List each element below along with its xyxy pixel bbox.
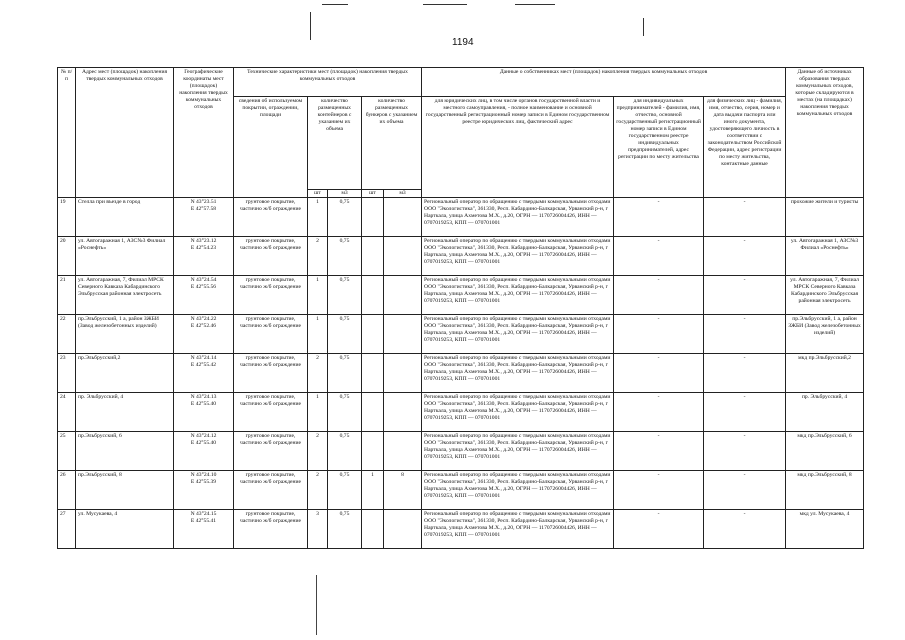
- row-legal-owner: Региональный оператор по обращению с твердыми коммунальными отходами ООО "Экологистика", 361330, Респ. Кабардино-Балкарская, Урванский р-н, г Нарткала, улица Ахметова М.Х., д.20, ОГРН — 1170726004426, ИНН — 0707019253, КПП — 070701001: [422, 470, 614, 509]
- row-bunkers-volume: 8: [384, 470, 422, 509]
- row-phys-owner: -: [704, 236, 786, 275]
- table-row: [58, 509, 864, 548]
- row-bunkers-volume: [384, 392, 422, 431]
- unit-m3: м3: [384, 190, 422, 198]
- row-coords: N 43°23.12 E 42°54.23: [174, 236, 234, 275]
- header-sources: Данные об источниках образования твердых коммунальных отходов, которые складируются в местах (на площадках) накопления твердых коммунальных отходов: [786, 68, 864, 198]
- header-containers: количество размещенных контейнеров с указанием их объема: [308, 97, 362, 190]
- row-legal-owner: Региональный оператор по обращению с твердыми коммунальными отходами ООО "Экологистика", 361330, Респ. Кабардино-Балкарская, Урванский р-н, г Нарткала, улица Ахметова М.Х., д.20, ОГРН — 1170726004426, ИНН — 0707019253, КПП — 070701001: [422, 275, 614, 314]
- scan-mark: [423, 4, 467, 5]
- row-bunkers-volume: [384, 431, 422, 470]
- row-phys-owner: -: [704, 353, 786, 392]
- header-address: Адрес мест (площадок) накопления твердых коммунальных отходов: [76, 68, 174, 198]
- table-row: [58, 392, 864, 431]
- row-legal-owner: Региональный оператор по обращению с твердыми коммунальными отходами ООО "Экологистика", 361330, Респ. Кабардино-Балкарская, Урванский р-н, г Нарткала, улица Ахметова М.Х., д.20, ОГРН — 1170726004426, ИНН — 0707019253, КПП — 070701001: [422, 236, 614, 275]
- row-source: мкд ул. Мусукаева, 4: [786, 509, 864, 548]
- table-row: [58, 431, 864, 470]
- row-containers-count: 1: [308, 392, 328, 431]
- row-ip-owner: -: [614, 431, 704, 470]
- table-row: [58, 314, 864, 353]
- row-containers-count: 1: [308, 314, 328, 353]
- unit-pcs: шт: [308, 190, 328, 198]
- table-row: [58, 275, 864, 314]
- row-containers-volume: 0,75: [328, 236, 362, 275]
- row-legal-owner: Региональный оператор по обращению с твердыми коммунальными отходами ООО "Экологистика", 361330, Респ. Кабардино-Балкарская, Урванский р-н, г Нарткала, улица Ахметова М.Х., д.20, ОГРН — 1170726004426, ИНН — 0707019253, КПП — 070701001: [422, 353, 614, 392]
- row-containers-volume: 0,75: [328, 314, 362, 353]
- row-number: 19: [58, 197, 76, 236]
- row-containers-count: 2: [308, 353, 328, 392]
- row-address: ул. Автогаражная 1, АЗС№3 Филиал «Роснефть»: [76, 236, 174, 275]
- row-source: пр.Эльбрусский, 1 а, район ЗЖБИ (Завод железобетонных изделий): [786, 314, 864, 353]
- header-legal: для юридических лиц, в том числе органов государственной власти и местного самоуправления, - полное наименование и основной государственный регистрационный номер записи в Едином государственном реестре юридических лиц, фактический адрес: [422, 97, 614, 198]
- row-number: 27: [58, 509, 76, 548]
- page-number: 1194: [452, 37, 474, 48]
- row-number: 21: [58, 275, 76, 314]
- row-legal-owner: Региональный оператор по обращению с твердыми коммунальными отходами ООО "Экологистика", 361330, Респ. Кабардино-Балкарская, Урванский р-н, г Нарткала, улица Ахметова М.Х., д.20, ОГРН — 1170726004426, ИНН — 0707019253, КПП — 070701001: [422, 509, 614, 548]
- row-coords: N 43°24.10 E 42°55.39: [174, 470, 234, 509]
- header-num: № п/п: [58, 68, 76, 198]
- row-number: 23: [58, 353, 76, 392]
- row-bunkers-volume: [384, 197, 422, 236]
- row-bunkers-count: [362, 197, 384, 236]
- row-cover: грунтовое покрытие, частично ж/б ограждение: [234, 470, 308, 509]
- row-containers-volume: 0,75: [328, 470, 362, 509]
- row-containers-count: 2: [308, 431, 328, 470]
- row-address: пр.Эльбрусский,2: [76, 353, 174, 392]
- row-containers-count: 2: [308, 236, 328, 275]
- row-number: 25: [58, 431, 76, 470]
- row-phys-owner: -: [704, 470, 786, 509]
- row-phys-owner: -: [704, 314, 786, 353]
- row-address: ул. Мусукаева, 4: [76, 509, 174, 548]
- unit-m3: м3: [328, 190, 362, 198]
- row-source: прохожие жители и туристы: [786, 197, 864, 236]
- row-bunkers-count: [362, 509, 384, 548]
- row-cover: грунтовое покрытие, частично ж/б ограждение: [234, 353, 308, 392]
- row-coords: N 43°24.12 E 42°55.40: [174, 431, 234, 470]
- row-coords: N 43°23.51 E 42°57.58: [174, 197, 234, 236]
- row-containers-volume: 0,75: [328, 392, 362, 431]
- row-coords: N 43°24.54 E 42°55.56: [174, 275, 234, 314]
- row-address: пр.Эльбрусский, 1 а, район ЗЖБИ (Завод железобетонных изделий): [76, 314, 174, 353]
- row-legal-owner: Региональный оператор по обращению с твердыми коммунальными отходами ООО "Экологистика", 361330, Респ. Кабардино-Балкарская, Урванский р-н, г Нарткала, улица Ахметова М.Х., д.20, ОГРН — 1170726004426, ИНН — 0707019253, КПП — 070701001: [422, 431, 614, 470]
- row-ip-owner: -: [614, 470, 704, 509]
- scan-mark: [515, 4, 555, 5]
- row-number: 22: [58, 314, 76, 353]
- unit-pcs: шт: [362, 190, 384, 198]
- row-cover: грунтовое покрытие, частично ж/б ограждение: [234, 431, 308, 470]
- row-ip-owner: -: [614, 509, 704, 548]
- table-row: [58, 197, 864, 236]
- row-address: ул. Автогаражная, 7, Филиал МРСК Северного Кавказа Кабардинского Эльбрусская районная электросеть: [76, 275, 174, 314]
- row-bunkers-count: [362, 275, 384, 314]
- header-cover: сведения об используемом покрытии, ограждении, площади: [234, 97, 308, 198]
- row-containers-volume: 0,75: [328, 353, 362, 392]
- row-bunkers-volume: [384, 314, 422, 353]
- row-address: пр.Эльбрусский, 6: [76, 431, 174, 470]
- scan-mark: [643, 18, 644, 36]
- row-cover: грунтовое покрытие, частично ж/б ограждение: [234, 275, 308, 314]
- row-ip-owner: -: [614, 353, 704, 392]
- row-containers-volume: 0,75: [328, 431, 362, 470]
- row-ip-owner: -: [614, 197, 704, 236]
- row-bunkers-volume: [384, 353, 422, 392]
- row-containers-volume: 0,75: [328, 509, 362, 548]
- row-legal-owner: Региональный оператор по обращению с твердыми коммунальными отходами ООО "Экологистика", 361330, Респ. Кабардино-Балкарская, Урванский р-н, г Нарткала, улица Ахметова М.Х., д.20, ОГРН — 1170726004426, ИНН — 0707019253, КПП — 070701001: [422, 197, 614, 236]
- row-address: пр. Эльбрусский, 4: [76, 392, 174, 431]
- row-phys-owner: -: [704, 431, 786, 470]
- row-address: Стелла при въезде в город: [76, 197, 174, 236]
- header-coords: Географические координаты мест (площадок) накопления твердых коммунальных отходов: [174, 68, 234, 198]
- row-source: ул. Автогаражная, 7, Филиал МРСК Северного Кавказа Кабардинского Эльбрусская районная электросеть: [786, 275, 864, 314]
- table-row: [58, 236, 864, 275]
- row-address: пр.Эльбрусский, 8: [76, 470, 174, 509]
- row-containers-count: 2: [308, 470, 328, 509]
- row-cover: грунтовое покрытие, частично ж/б ограждение: [234, 392, 308, 431]
- row-phys-owner: -: [704, 392, 786, 431]
- row-source: мкд пр.Эльбрусский,2: [786, 353, 864, 392]
- scan-mark: [310, 12, 311, 40]
- row-bunkers-count: [362, 431, 384, 470]
- row-source: мкд пр.Эльбрусский, 8: [786, 470, 864, 509]
- row-containers-count: 3: [308, 509, 328, 548]
- row-phys-owner: -: [704, 275, 786, 314]
- header-tech: Технические характеристики мест (площадок) накопления твердых коммунальных отходов: [234, 68, 422, 97]
- row-ip-owner: -: [614, 392, 704, 431]
- row-ip-owner: -: [614, 236, 704, 275]
- header-ip: для индивидуальных предпринимателей - фамилия, имя, отчество, основной государственный регистрационный номер записи в Едином государственном реестре индивидуальных предпринимателей, адрес регистрации по месту жительства: [614, 97, 704, 198]
- header-owner: Данные о собственниках мест (площадок) накопления твердых коммунальных отходов: [422, 68, 786, 97]
- row-coords: N 43°24.22 E 42°52.46: [174, 314, 234, 353]
- row-number: 24: [58, 392, 76, 431]
- scan-line: [316, 575, 317, 635]
- row-bunkers-count: [362, 353, 384, 392]
- row-containers-volume: 0,75: [328, 197, 362, 236]
- row-number: 26: [58, 470, 76, 509]
- table-row: [58, 470, 864, 509]
- row-bunkers-count: [362, 236, 384, 275]
- row-containers-count: 1: [308, 197, 328, 236]
- row-ip-owner: -: [614, 275, 704, 314]
- row-bunkers-volume: [384, 509, 422, 548]
- row-cover: грунтовое покрытие, частично ж/б ограждение: [234, 236, 308, 275]
- row-coords: N 43°24.15 E 42°55.41: [174, 509, 234, 548]
- row-containers-volume: 0,75: [328, 275, 362, 314]
- row-bunkers-volume: [384, 275, 422, 314]
- row-cover: грунтовое покрытие, частично ж/б ограждение: [234, 197, 308, 236]
- row-number: 20: [58, 236, 76, 275]
- table-row: [58, 353, 864, 392]
- row-bunkers-count: [362, 314, 384, 353]
- row-phys-owner: -: [704, 509, 786, 548]
- row-source: ул. Автогаражная 1, АЗС№3 Филиал «Роснефть»: [786, 236, 864, 275]
- waste-sites-table: [57, 67, 864, 549]
- row-phys-owner: -: [704, 197, 786, 236]
- row-ip-owner: -: [614, 314, 704, 353]
- header-phys: для физических лиц - фамилия, имя, отчество, серия, номер и дата выдачи паспорта или иного документа, удостоверяющего личность в соответствии с законодательством Российской Федерации, адрес регистрации по месту жительства, контактные данные: [704, 97, 786, 198]
- row-bunkers-count: 1: [362, 470, 384, 509]
- row-cover: грунтовое покрытие, частично ж/б ограждение: [234, 314, 308, 353]
- row-legal-owner: Региональный оператор по обращению с твердыми коммунальными отходами ООО "Экологистика", 361330, Респ. Кабардино-Балкарская, Урванский р-н, г Нарткала, улица Ахметова М.Х., д.20, ОГРН — 1170726004426, ИНН — 0707019253, КПП — 070701001: [422, 314, 614, 353]
- row-coords: N 43°24.13 E 42°55.40: [174, 392, 234, 431]
- row-bunkers-volume: [384, 236, 422, 275]
- row-containers-count: 1: [308, 275, 328, 314]
- row-cover: грунтовое покрытие, частично ж/б ограждение: [234, 509, 308, 548]
- scan-mark: [322, 4, 348, 5]
- header-bunkers: количество размещенных бункеров с указанием их объема: [362, 97, 422, 190]
- row-bunkers-count: [362, 392, 384, 431]
- row-legal-owner: Региональный оператор по обращению с твердыми коммунальными отходами ООО "Экологистика", 361330, Респ. Кабардино-Балкарская, Урванский р-н, г Нарткала, улица Ахметова М.Х., д.20, ОГРН — 1170726004426, ИНН — 0707019253, КПП — 070701001: [422, 392, 614, 431]
- row-coords: N 43°24.14 E 42°55.42: [174, 353, 234, 392]
- row-source: мкд пр.Эльбрусский, 6: [786, 431, 864, 470]
- row-source: пр. Эльбрусский, 4: [786, 392, 864, 431]
